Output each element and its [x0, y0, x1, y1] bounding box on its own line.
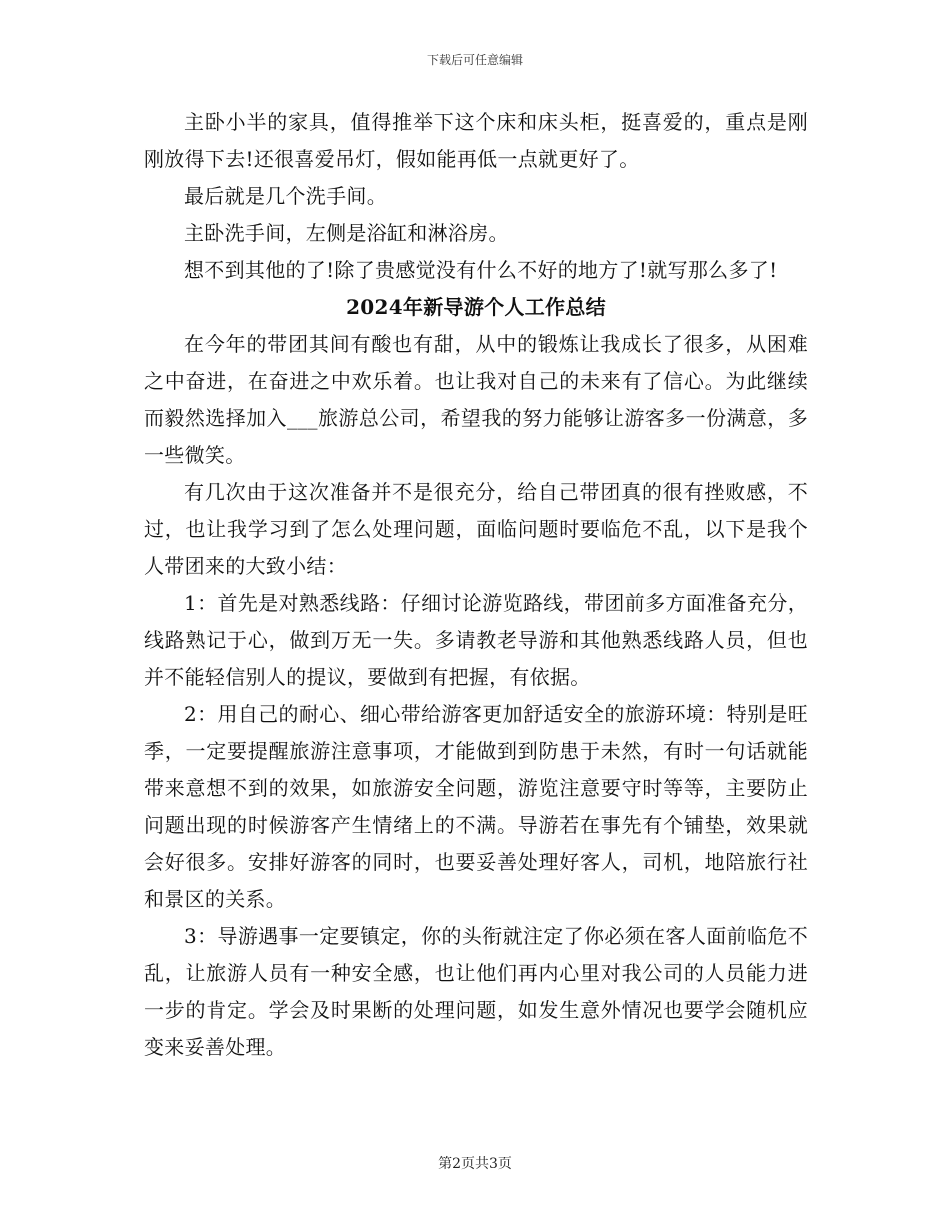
document-title: 2024年新导游个人工作总结	[346, 295, 606, 319]
body-paragraph-point-3: 3：导游遇事一定要镇定，你的头衔就注定了你必须在客人面前临危不乱，让旅游人员有一种安全感，也让他们再内心里对我公司的人员能力进一步的肯定。学会及时果断的处理问题，如发生意外情况也要学会随机应变来妥善处理。	[144, 924, 808, 1059]
body-paragraph-summary-lead: 有几次由于这次准备并不是很充分，给自己带团真的很有挫败感，不过，也让我学习到了怎么处理问题，面临问题时要临危不乱，以下是我个人带团来的大致小结：	[144, 480, 808, 578]
intro-paragraph-bathrooms: 最后就是几个洗手间。	[184, 184, 387, 208]
page-number: 第2页共3页	[438, 1156, 512, 1172]
document-body	[144, 104, 808, 1066]
page-header	[0, 52, 950, 68]
header-note: 下载后可任意编辑	[426, 53, 523, 67]
page-footer	[0, 1155, 950, 1173]
intro-paragraph-master-bath: 主卧洗手间，左侧是浴缸和淋浴房。	[184, 221, 509, 245]
intro-paragraph-furniture: 主卧小半的家具，值得推举下这个床和床头柜，挺喜爱的，重点是刚刚放得下去!还很喜爱吊灯，假如能再低一点就更好了。	[144, 110, 808, 171]
intro-paragraph-closing: 想不到其他的了!除了贵感觉没有什么不好的地方了!就写那么多了!	[184, 258, 778, 282]
body-paragraph-intro: 在今年的带团其间有酸也有甜，从中的锻炼让我成长了很多，从困难之中奋进，在奋进之中欢乐着。也让我对自己的未来有了信心。为此继续而毅然选择加入___旅游总公司，希望我的努力能够让游客多一份满意，多一些微笑。	[144, 332, 808, 467]
body-paragraph-point-1: 1：首先是对熟悉线路：仔细讨论游览路线，带团前多方面准备充分，线路熟记于心，做到万无一失。多请教老导游和其他熟悉线路人员，但也并不能轻信别人的提议，要做到有把握，有依据。	[144, 591, 808, 689]
body-paragraph-point-2: 2：用自己的耐心、细心带给游客更加舒适安全的旅游环境：特别是旺季，一定要提醒旅游注意事项，才能做到到防患于未然，有时一句话就能带来意想不到的效果，如旅游安全问题，游览注意要守时等等，主要防止问题出现的时候游客产生情绪上的不满。导游若在事先有个铺垫，效果就会好很多。安排好游客的同时，也要妥善处理好客人，司机，地陪旅行社和景区的关系。	[144, 702, 808, 911]
